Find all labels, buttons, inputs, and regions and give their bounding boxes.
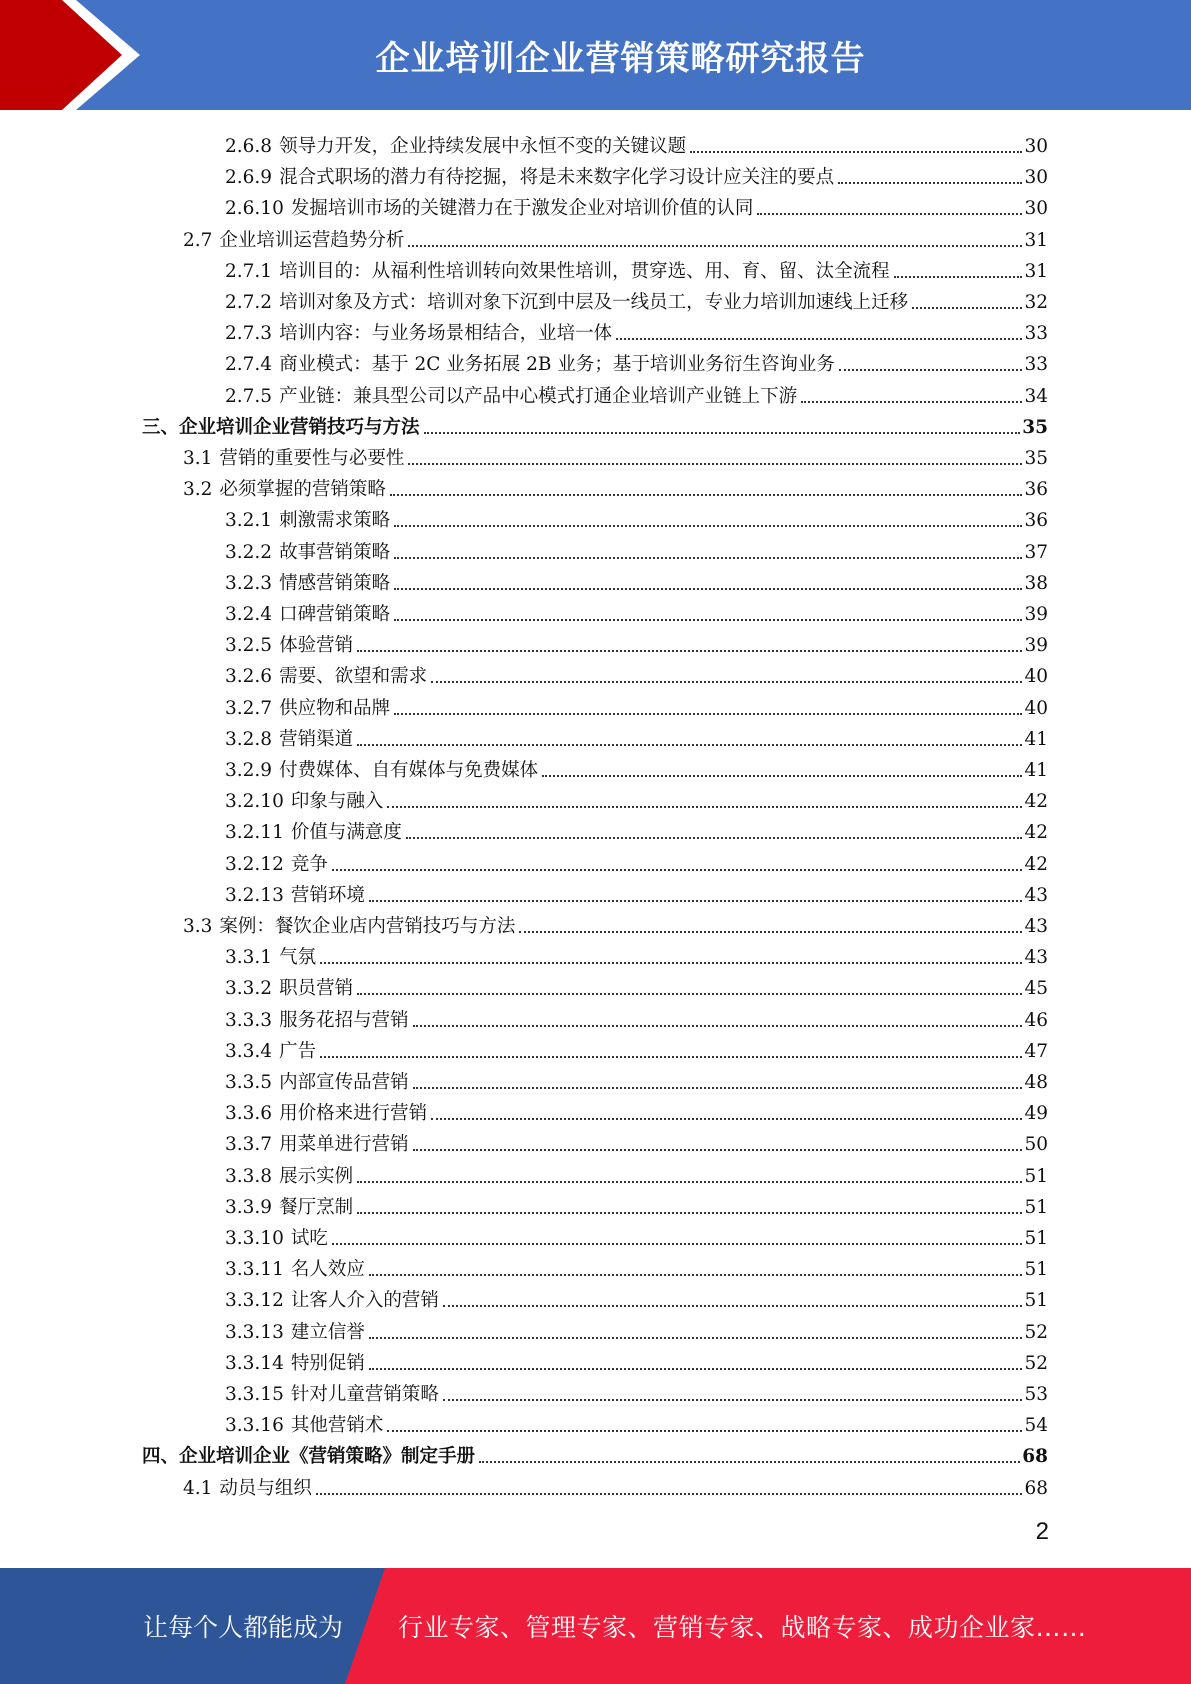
toc-entry-page: 31 xyxy=(1024,229,1048,251)
toc-entry-title: 用菜单进行营销 xyxy=(279,1134,409,1156)
page-footer xyxy=(0,1568,1191,1684)
toc-entry-title: 商业模式：基于 2C 业务拓展 2B 业务；基于培训业务衍生咨询业务 xyxy=(279,354,835,376)
toc-entry-number: 3.1 xyxy=(183,448,213,469)
toc-entry[interactable] xyxy=(225,128,1048,159)
toc-entry-page: 41 xyxy=(1024,728,1048,750)
toc-entry-number: 3.3.5 xyxy=(225,1072,273,1093)
toc-dot-leader xyxy=(519,931,1022,933)
toc-entry-page: 42 xyxy=(1024,822,1048,844)
toc-dot-leader xyxy=(394,525,1022,527)
toc-entry-number: 3.3.4 xyxy=(225,1040,273,1062)
toc-entry-title: 印象与融入 xyxy=(290,791,384,813)
toc-entry-number: 3.2.6 xyxy=(225,666,273,688)
toc-entry[interactable] xyxy=(225,1314,1048,1345)
toc-entry[interactable] xyxy=(183,1470,1048,1501)
toc-entry-title: 展示实例 xyxy=(279,1165,354,1187)
toc-dot-leader xyxy=(320,962,1022,964)
toc-entry[interactable] xyxy=(225,877,1048,908)
toc-entry-page: 33 xyxy=(1024,354,1048,376)
toc-dot-leader xyxy=(690,151,1022,153)
toc-dot-leader xyxy=(357,1181,1022,1183)
toc-dot-leader xyxy=(431,681,1022,683)
toc-entry-title: 三、企业培训企业营销技巧与方法 xyxy=(142,416,420,438)
toc-entry[interactable] xyxy=(183,222,1048,253)
toc-entry[interactable] xyxy=(225,378,1048,409)
toc-entry-page: 31 xyxy=(1024,260,1048,282)
toc-dot-leader xyxy=(332,1243,1023,1245)
toc-dot-leader xyxy=(369,1337,1023,1339)
toc-entry-number: 3.2.9 xyxy=(225,760,273,781)
toc-entry[interactable] xyxy=(225,284,1048,315)
toc-entry-page: 51 xyxy=(1024,1259,1048,1281)
toc-entry-title: 营销环境 xyxy=(290,884,365,906)
toc-entry-title: 让客人介入的营销 xyxy=(290,1290,439,1312)
toc-entry-page: 52 xyxy=(1024,1352,1048,1374)
toc-entry-title: 职员营销 xyxy=(279,978,354,1000)
toc-entry-number: 2.6.10 xyxy=(225,198,284,220)
toc-entry-number: 3.3.10 xyxy=(225,1228,284,1249)
toc-entry-page: 42 xyxy=(1024,791,1048,813)
toc-entry-page: 39 xyxy=(1024,604,1048,625)
toc-entry-number: 3.2.5 xyxy=(225,635,273,657)
toc-entry-title: 广告 xyxy=(279,1040,317,1062)
toc-entry-title: 付费媒体、自有媒体与免费媒体 xyxy=(279,760,539,781)
toc-entry-page: 51 xyxy=(1024,1165,1048,1187)
toc-entry-title: 口碑营销策略 xyxy=(279,604,391,625)
toc-dot-leader xyxy=(357,744,1022,746)
toc-dot-leader xyxy=(332,869,1023,871)
toc-entry-page: 42 xyxy=(1024,853,1048,875)
toc-dot-leader xyxy=(357,993,1022,995)
toc-entry[interactable] xyxy=(225,627,1048,658)
toc-entry-page: 46 xyxy=(1024,1009,1048,1031)
toc-entry-number: 3.3.12 xyxy=(225,1290,284,1312)
toc-entry[interactable] xyxy=(225,939,1048,970)
toc-entry-title: 案例：餐饮企业店内营销技巧与方法 xyxy=(219,916,516,937)
toc-entry-page: 53 xyxy=(1024,1384,1048,1405)
toc-entry[interactable] xyxy=(225,253,1048,284)
toc-dot-leader xyxy=(838,182,1022,184)
toc-entry-title: 特别促销 xyxy=(290,1352,365,1374)
toc-entry-title: 营销的重要性与必要性 xyxy=(219,448,405,469)
toc-entry-title: 产业链：兼具型公司以产品中心模式打通企业培训产业链上下游 xyxy=(279,385,798,407)
toc-entry-title: 气氛 xyxy=(279,947,317,969)
toc-dot-leader xyxy=(757,213,1022,215)
toc-dot-leader xyxy=(320,1056,1022,1058)
toc-entry-number: 3.3.13 xyxy=(225,1321,284,1343)
toc-entry-number: 3.3.6 xyxy=(225,1103,273,1125)
toc-entry-page: 51 xyxy=(1024,1228,1048,1249)
toc-entry-number: 3.2.3 xyxy=(225,572,273,594)
toc-entry[interactable] xyxy=(225,565,1048,596)
toc-dot-leader xyxy=(369,900,1023,902)
toc-entry-title: 混合式职场的潜力有待挖掘，将是未来数字化学习设计应关注的要点 xyxy=(279,167,835,189)
toc-entry[interactable] xyxy=(225,970,1048,1001)
toc-dot-leader xyxy=(394,713,1022,715)
toc-dot-leader xyxy=(912,307,1022,309)
toc-entry-page: 45 xyxy=(1024,978,1048,1000)
toc-entry-title: 需要、欲望和需求 xyxy=(279,666,428,688)
toc-entry-title: 建立信誉 xyxy=(290,1321,365,1343)
toc-entry-number: 2.7.3 xyxy=(225,323,273,345)
toc-entry-title: 培训目的：从福利性培训转向效果性培训，贯穿选、用、育、留、汰全流程 xyxy=(279,260,890,282)
toc-dot-leader xyxy=(387,1430,1022,1432)
toc-entry-number: 3.2.7 xyxy=(225,697,273,719)
toc-entry-title: 用价格来进行营销 xyxy=(279,1103,428,1125)
toc-entry-page: 48 xyxy=(1024,1072,1048,1093)
toc-entry-number: 3.2.12 xyxy=(225,853,284,875)
toc-dot-leader xyxy=(801,401,1022,403)
toc-entry[interactable] xyxy=(225,346,1048,377)
toc-dot-leader xyxy=(431,1118,1022,1120)
footer-slogan-right: 行业专家、管理专家、营销专家、战略专家、成功企业家…… xyxy=(398,1613,1087,1642)
toc-entry-number: 3.3 xyxy=(183,916,213,937)
toc-entry-page: 43 xyxy=(1024,947,1048,969)
toc-dot-leader xyxy=(413,1087,1023,1089)
toc-entry-title: 体验营销 xyxy=(279,635,354,657)
toc-dot-leader xyxy=(413,1025,1023,1027)
toc-entry-number: 2.6.9 xyxy=(225,167,273,189)
toc-dot-leader xyxy=(443,1305,1023,1307)
toc-entry-number: 3.3.15 xyxy=(225,1384,284,1405)
toc-entry-page: 30 xyxy=(1024,136,1048,157)
toc-dot-leader xyxy=(357,650,1022,652)
toc-dot-leader xyxy=(394,557,1022,559)
toc-entry[interactable] xyxy=(225,1064,1048,1095)
toc-entry[interactable] xyxy=(225,315,1048,346)
toc-dot-leader xyxy=(369,1368,1023,1370)
toc-entry-title: 供应物和品牌 xyxy=(279,697,391,719)
toc-entry[interactable] xyxy=(225,1158,1048,1189)
toc-entry-title: 针对儿童营销策略 xyxy=(290,1384,439,1405)
toc-entry-number: 3.2.10 xyxy=(225,791,284,813)
toc-entry-number: 3.3.11 xyxy=(225,1259,284,1281)
page-header xyxy=(0,0,1191,110)
toc-entry-page: 34 xyxy=(1024,385,1048,407)
toc-dot-leader xyxy=(894,276,1023,278)
toc-entry-number: 2.6.8 xyxy=(225,136,273,157)
toc-entry-page: 36 xyxy=(1024,510,1048,532)
toc-entry-page: 37 xyxy=(1024,541,1048,563)
toc-entry-title: 竞争 xyxy=(290,853,328,875)
toc-dot-leader xyxy=(357,1212,1022,1214)
toc-entry-title: 培训内容：与业务场景相结合，业培一体 xyxy=(279,323,613,345)
toc-entry-number: 3.2.2 xyxy=(225,541,273,563)
toc-entry[interactable] xyxy=(225,502,1048,533)
toc-entry-number: 2.7.1 xyxy=(225,260,273,282)
toc-entry-page: 54 xyxy=(1024,1415,1048,1437)
toc-entry-title: 其他营销术 xyxy=(290,1415,384,1437)
toc-entry-number: 3.3.9 xyxy=(225,1196,273,1218)
toc-entry-page: 68 xyxy=(1022,1446,1048,1468)
toc-entry-title: 发掘培训市场的关键潜力在于激发企业对培训价值的认同 xyxy=(290,198,754,220)
toc-dot-leader xyxy=(408,463,1022,465)
toc-entry-page: 40 xyxy=(1024,697,1048,719)
toc-entry-title: 刺激需求策略 xyxy=(279,510,391,532)
toc-entry[interactable] xyxy=(225,752,1048,783)
toc-entry[interactable] xyxy=(225,1126,1048,1157)
toc-entry-number: 2.7 xyxy=(183,229,213,251)
toc-entry-title: 故事营销策略 xyxy=(279,541,391,563)
toc-entry-number: 3.3.2 xyxy=(225,978,273,1000)
toc-entry[interactable] xyxy=(183,471,1048,502)
toc-entry[interactable] xyxy=(183,440,1048,471)
toc-entry[interactable] xyxy=(142,409,1048,440)
toc-entry-page: 50 xyxy=(1024,1134,1048,1156)
toc-entry-title: 培训对象及方式：培训对象下沉到中层及一线员工，专业力培训加速线上迁移 xyxy=(279,292,909,313)
toc-dot-leader xyxy=(839,369,1023,371)
toc-entry-number: 3.3.7 xyxy=(225,1134,273,1156)
toc-dot-leader xyxy=(424,432,1021,434)
toc-entry[interactable] xyxy=(225,1189,1048,1220)
toc-entry-title: 企业培训运营趋势分析 xyxy=(219,229,405,251)
toc-entry-page: 35 xyxy=(1022,416,1048,438)
toc-entry[interactable] xyxy=(225,596,1048,627)
toc-entry[interactable] xyxy=(225,783,1048,814)
toc-entry[interactable] xyxy=(225,1407,1048,1438)
toc-entry-page: 40 xyxy=(1024,666,1048,688)
toc-entry[interactable] xyxy=(225,1282,1048,1313)
toc-entry-page: 33 xyxy=(1024,323,1048,345)
toc-entry-number: 2.7.4 xyxy=(225,354,273,376)
toc-entry[interactable] xyxy=(225,1095,1048,1126)
toc-entry[interactable] xyxy=(225,814,1048,845)
toc-dot-leader xyxy=(406,837,1023,839)
toc-entry-page: 32 xyxy=(1024,292,1048,313)
toc-entry[interactable] xyxy=(225,1376,1048,1407)
toc-entry-number: 3.2.8 xyxy=(225,728,273,750)
toc-entry[interactable] xyxy=(142,1438,1048,1469)
toc-dot-leader xyxy=(394,588,1022,590)
toc-entry-page: 35 xyxy=(1024,448,1048,469)
footer-slogan-left: 让每个人都能成为 xyxy=(143,1613,344,1642)
toc-dot-leader xyxy=(369,1274,1023,1276)
toc-entry-page: 68 xyxy=(1024,1477,1048,1499)
toc-entry-title: 领导力开发，企业持续发展中永恒不变的关键议题 xyxy=(279,136,687,157)
toc-entry-title: 内部宣传品营销 xyxy=(279,1072,409,1093)
toc-dot-leader xyxy=(413,1149,1023,1151)
toc-entry-page: 51 xyxy=(1024,1196,1048,1218)
toc-entry-page: 39 xyxy=(1024,635,1048,657)
toc-entry[interactable] xyxy=(225,534,1048,565)
toc-entry[interactable] xyxy=(225,1345,1048,1376)
toc-entry-title: 必须掌握的营销策略 xyxy=(219,479,386,501)
toc-entry-number: 3.2.4 xyxy=(225,604,273,625)
toc-entry[interactable] xyxy=(225,721,1048,752)
toc-entry[interactable] xyxy=(225,846,1048,877)
toc-entry[interactable] xyxy=(225,190,1048,221)
toc-dot-leader xyxy=(408,245,1022,247)
toc-dot-leader xyxy=(316,1493,1023,1495)
toc-entry[interactable] xyxy=(225,690,1048,721)
toc-entry[interactable] xyxy=(225,1220,1048,1251)
header-red-chevron-decoration xyxy=(0,0,150,110)
toc-entry-number: 3.2.13 xyxy=(225,884,284,906)
toc-entry-number: 3.3.3 xyxy=(225,1009,273,1031)
toc-entry-page: 30 xyxy=(1024,198,1048,220)
toc-entry-title: 四、企业培训企业《营销策略》制定手册 xyxy=(142,1446,476,1468)
toc-entry-page: 47 xyxy=(1024,1040,1048,1062)
toc-entry[interactable] xyxy=(225,159,1048,190)
toc-entry-page: 51 xyxy=(1024,1290,1048,1312)
toc-entry-number: 3.3.1 xyxy=(225,947,273,969)
toc-dot-leader xyxy=(616,338,1022,340)
toc-entry-number: 3.2.1 xyxy=(225,510,273,532)
toc-entry[interactable] xyxy=(225,1002,1048,1033)
toc-entry-number: 3.2.11 xyxy=(225,822,284,844)
toc-dot-leader xyxy=(387,806,1022,808)
toc-entry-number: 3.2 xyxy=(183,479,213,501)
toc-dot-leader xyxy=(542,775,1022,777)
toc-entry-page: 43 xyxy=(1024,916,1048,937)
toc-entry-page: 36 xyxy=(1024,479,1048,501)
toc-entry-title: 名人效应 xyxy=(290,1259,365,1281)
toc-dot-leader xyxy=(390,494,1023,496)
toc-entry-page: 38 xyxy=(1024,572,1048,594)
toc-entry-title: 服务花招与营销 xyxy=(279,1009,409,1031)
toc-entry-page: 30 xyxy=(1024,167,1048,189)
document-title: 企业培训企业营销策略研究报告 xyxy=(375,38,866,79)
toc-dot-leader xyxy=(394,619,1022,621)
toc-entry[interactable] xyxy=(225,1251,1048,1282)
toc-entry-number: 3.3.8 xyxy=(225,1165,273,1187)
toc-entry-title: 餐厅烹制 xyxy=(279,1196,354,1218)
toc-entry-title: 情感营销策略 xyxy=(279,572,391,594)
toc-entry-page: 41 xyxy=(1024,760,1048,781)
toc-entry[interactable] xyxy=(225,1033,1048,1064)
toc-entry-number: 2.7.5 xyxy=(225,385,273,407)
toc-entry[interactable] xyxy=(183,908,1048,939)
toc-entry[interactable] xyxy=(225,658,1048,689)
toc-entry-title: 试吃 xyxy=(290,1228,328,1249)
toc-entry-page: 52 xyxy=(1024,1321,1048,1343)
toc-entry-number: 4.1 xyxy=(183,1477,213,1499)
toc-entry-number: 2.7.2 xyxy=(225,292,273,313)
toc-entry-number: 3.3.16 xyxy=(225,1415,284,1437)
toc-entry-page: 49 xyxy=(1024,1103,1048,1125)
toc-entry-title: 价值与满意度 xyxy=(290,822,402,844)
page-number: 2 xyxy=(1035,1518,1049,1545)
toc-entry-number: 3.3.14 xyxy=(225,1352,284,1374)
toc-entry-page: 43 xyxy=(1024,884,1048,906)
toc-dot-leader xyxy=(479,1461,1020,1463)
toc-entry-title: 营销渠道 xyxy=(279,728,354,750)
toc-dot-leader xyxy=(443,1399,1023,1401)
toc-entry-title: 动员与组织 xyxy=(219,1477,312,1499)
